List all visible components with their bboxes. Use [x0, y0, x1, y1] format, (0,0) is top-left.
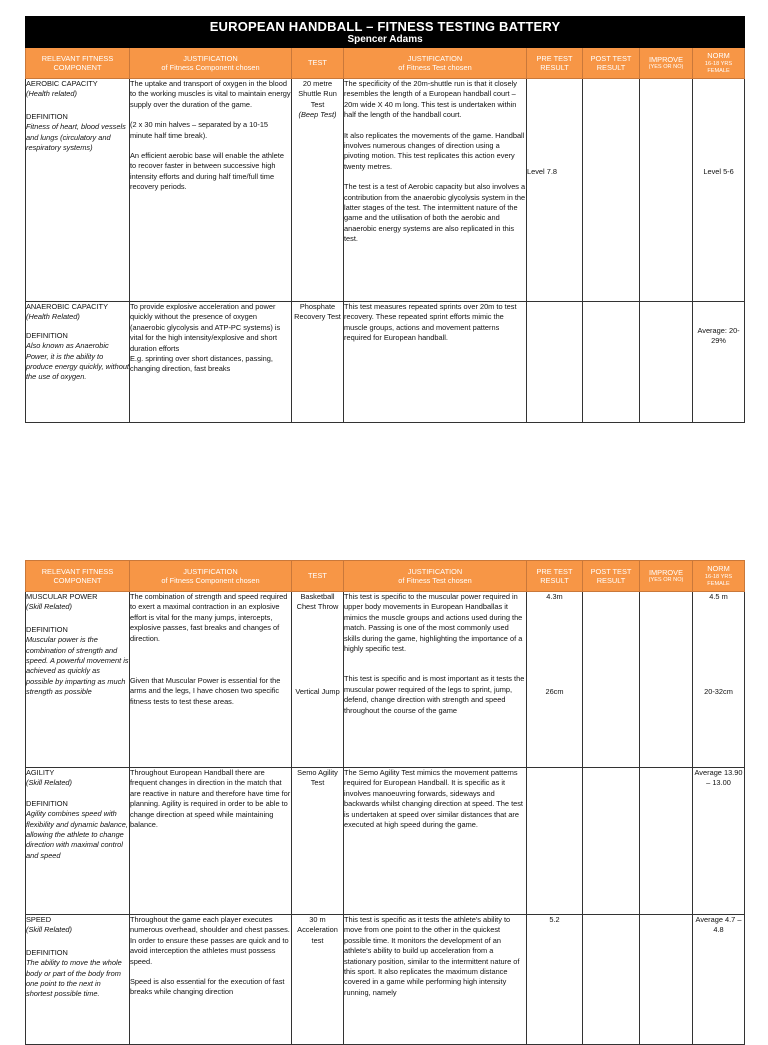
- header-improve: IMPROVE (YES OR NO): [640, 561, 693, 592]
- component-cell: [26, 915, 130, 1045]
- improve-result: [640, 915, 693, 1045]
- justification-paragraph: E.g. sprinting over short distances, passing, changing direction, fast breaks: [130, 354, 273, 374]
- definition-label: DEFINITION: [26, 111, 68, 121]
- test-name: Vertical Jump: [295, 687, 340, 696]
- norm-value: Average 4.7 – 4.8: [693, 915, 745, 1045]
- component-relation: (Skill Related): [26, 602, 73, 612]
- header-component: RELEVANT FITNESS COMPONENT: [26, 48, 130, 79]
- definition-text: Muscular power is the combination of strength and speed. A powerful movement is achieved as quickly as possible by imparting as much strength as possible: [26, 635, 129, 697]
- justification-paragraph: To provide explosive acceleration and power quickly without the presence of oxygen (anaerobic glycolysis and ATP-PC systems) is vital for the high intensity/explosive and short duration efforts: [130, 302, 281, 353]
- pre-test-cell: [527, 592, 583, 768]
- test-justification-paragraph: This test measures repeated sprints over 20m to test recovery. These repeated sprint efforts mimic the muscle groups, actions and movement patterns required for European handball.: [344, 302, 517, 343]
- test-justification-cell: [344, 592, 527, 768]
- improve-result: [640, 79, 693, 302]
- post-test-result: [583, 915, 640, 1045]
- test-justification-paragraph: The Semo Agility Test mimics the movement patterns required for European Handball. It is specific as it involves manoeuvring forwards, sideways and backwards whilst changing direction at speed. The test is undertaken at speed over similar distances that are executed at high speed during the game.: [344, 768, 523, 830]
- test-cell: [292, 79, 344, 302]
- test-name: Basketball Chest Throw: [296, 592, 339, 612]
- component-justification-cell: [130, 592, 292, 768]
- improve-result: [640, 302, 693, 423]
- norm-value: Average 13.90 – 13.00: [693, 768, 745, 915]
- pre-test-result: 5.2: [527, 915, 583, 1045]
- component-name: AEROBIC CAPACITY: [26, 79, 98, 88]
- justification-paragraph: The combination of strength and speed required to exert a maximal contraction in an explosive effort is vital for the many jumps, intercepts, explosive passes, fast breaks and changes of direction.: [130, 592, 288, 643]
- post-test-result: [583, 592, 640, 768]
- test-justification-cell: [344, 302, 527, 423]
- table-row-muscular-power: [26, 592, 745, 768]
- component-cell: [26, 302, 130, 423]
- norm-cell: [693, 592, 745, 768]
- norm-value: Average: 20-29%: [693, 302, 745, 423]
- test-name: 20 metre Shuttle Run Test: [298, 79, 337, 109]
- component-relation: (Skill Related): [26, 778, 73, 788]
- header-justification-component: JUSTIFICATION of Fitness Component chosen: [130, 48, 292, 79]
- component-relation: (Health Related): [26, 312, 80, 322]
- pre-test-result: [527, 302, 583, 423]
- header-test: TEST: [292, 561, 344, 592]
- table-row-speed: [26, 915, 745, 1045]
- header-improve: IMPROVE (YES OR NO): [640, 48, 693, 79]
- test-justification-paragraph: This test is specific to the muscular power required in upper body movements in European Handballas it mimics the muscle groups and actions used during the match. Passing is one of the most commonly used skills during the game, highlighting the importance of a highly specific test.: [344, 592, 523, 654]
- improve-result: [640, 768, 693, 915]
- definition-label: DEFINITION: [26, 330, 68, 340]
- justification-paragraph: Throughout European Handball there are frequent changes in direction in the match that are reactive in nature and therefore have time for planning. Agility is required in order to be able to change direction at speed while maintaining balance.: [130, 768, 291, 830]
- header-norm: NORM 16-18 YRS FEMALE: [693, 48, 745, 79]
- fitness-table-2: [25, 560, 745, 1045]
- pre-test-result: Level 7.8: [527, 79, 583, 302]
- header-justification-component: JUSTIFICATION of Fitness Component chosen: [130, 561, 292, 592]
- justification-paragraph: (2 x 30 min halves – separated by a 10-15 minute half time break).: [130, 120, 269, 140]
- table-row-aerobic: [26, 79, 745, 302]
- definition-text: Also known as Anaerobic Power, it is the ability to produce energy quickly, without the use of oxygen.: [26, 341, 129, 382]
- definition-label: DEFINITION: [26, 798, 68, 808]
- component-justification-cell: [130, 79, 292, 302]
- post-test-result: [583, 302, 640, 423]
- table-row-anaerobic: [26, 302, 745, 423]
- justification-paragraph: Speed is also essential for the execution of fast breaks while changing direction: [130, 977, 285, 997]
- component-cell: [26, 592, 130, 768]
- test-justification-paragraph: The test is a test of Aerobic capacity but also involves a contribution from the anaerobic glycolysis system in the latter stages of the test. The intermittent nature of the game and the utilisation of both the aerobic and anaerobic energy systems are also replicated in this test.: [344, 182, 526, 244]
- justification-paragraph: Given that Muscular Power is essential for the arms and the legs, I have chosen two specific fitness tests to test these areas.: [130, 676, 281, 706]
- test-cell: [292, 592, 344, 768]
- fitness-table-1: [25, 16, 745, 423]
- justification-paragraph: Throughout the game each player executes numerous overhead, shoulder and chest passes. In order to ensure these passes are quick and to avoid interception the athletes must possess speed.: [130, 915, 290, 966]
- norm-value: 4.5 m: [709, 592, 728, 601]
- test-cell: [292, 915, 344, 1045]
- pre-test-result: [527, 768, 583, 915]
- header-post-test: POST TEST RESULT: [583, 561, 640, 592]
- post-test-result: [583, 768, 640, 915]
- definition-label: DEFINITION: [26, 624, 68, 634]
- header-component: RELEVANT FITNESS COMPONENT: [26, 561, 130, 592]
- document-title-bar: [26, 17, 745, 48]
- test-justification-paragraph: This test is specific and is most important as it tests the muscular power required of the legs to sprint, jump, defend, change direction with strength and speed throughout the course of the game: [344, 674, 525, 715]
- document-title: EUROPEAN HANDBALL – FITNESS TESTING BATTERY: [209, 18, 561, 34]
- header-test: TEST: [292, 48, 344, 79]
- test-justification-cell: [344, 79, 527, 302]
- test-cell: [292, 302, 344, 423]
- improve-result: [640, 592, 693, 768]
- component-cell: [26, 768, 130, 915]
- definition-label: DEFINITION: [26, 947, 68, 957]
- header-justification-test: JUSTIFICATION of Fitness Test chosen: [344, 561, 527, 592]
- header-pre-test: PRE TEST RESULT: [527, 561, 583, 592]
- header-norm: NORM 16-18 YRS FEMALE: [693, 561, 745, 592]
- table-row-agility: [26, 768, 745, 915]
- test-justification-paragraph: It also replicates the movements of the game. Handball involves numerous changes of direction using a pivoting motion. This test replicates this action every twenty metres.: [344, 130, 525, 171]
- definition-text: Agility combines speed with flexibility and dynamic balance, allowing the athlete to change direction with maximal control and speed: [26, 809, 128, 860]
- test-justification-cell: [344, 768, 527, 915]
- component-justification-cell: [130, 302, 292, 423]
- component-name: MUSCULAR POWER: [26, 592, 98, 601]
- pre-test-result: 4.3m: [546, 592, 563, 601]
- test-name: Phosphate Recovery Test: [294, 302, 341, 322]
- norm-value: 20-32cm: [704, 687, 733, 696]
- test-note: (Beep Test): [298, 110, 337, 120]
- post-test-result: [583, 79, 640, 302]
- test-name: 30 m Acceleration test: [297, 915, 338, 945]
- test-justification-paragraph: This test is specific as it tests the athlete's ability to move from one point to the other in the quickest possible time. It monitors the development of an athlete's ability to build up acceleration from a stationary position, similar to the intermittent nature of this sport. It also replicates the maximum distance covered in a game while performing high intensity running, namely: [344, 915, 520, 997]
- table-header-row: [26, 561, 745, 592]
- test-name: Semo Agility Test: [297, 768, 338, 788]
- document-author: Spencer Adams: [347, 33, 423, 45]
- test-cell: [292, 768, 344, 915]
- component-name: ANAEROBIC CAPACITY: [26, 302, 108, 311]
- norm-value: Level 5-6: [693, 79, 745, 302]
- component-name: SPEED: [26, 915, 52, 924]
- header-pre-test: PRE TEST RESULT: [527, 48, 583, 79]
- definition-text: The ability to move the whole body or part of the body from one point to the next in shortest possible time.: [26, 958, 122, 999]
- component-relation: (Skill Related): [26, 925, 73, 935]
- table-header-row: [26, 48, 745, 79]
- component-justification-cell: [130, 915, 292, 1045]
- test-justification-paragraph: The specificity of the 20m-shuttle run is that it closely resembles the length of a European handball court – 20m wide X 40 m long. This test is undertaken within half the length of the handball court.: [344, 79, 517, 120]
- component-cell: [26, 79, 130, 302]
- component-name: AGILITY: [26, 768, 55, 777]
- pre-test-result: 26cm: [545, 687, 564, 696]
- component-relation: (Health related): [26, 89, 77, 99]
- definition-text: Fitness of heart, blood vessels and lungs (circulatory and respiratory systems): [26, 122, 126, 153]
- component-justification-cell: [130, 768, 292, 915]
- justification-paragraph: An efficient aerobic base will enable the athlete to recover faster in between successive high intensity efforts and during half time/full time recovery periods.: [130, 151, 284, 192]
- header-post-test: POST TEST RESULT: [583, 48, 640, 79]
- justification-paragraph: The uptake and transport of oxygen in the blood to the working muscles is vital to maintain energy supply over the duration of the game.: [130, 79, 291, 109]
- header-justification-test: JUSTIFICATION of Fitness Test chosen: [344, 48, 527, 79]
- test-justification-cell: [344, 915, 527, 1045]
